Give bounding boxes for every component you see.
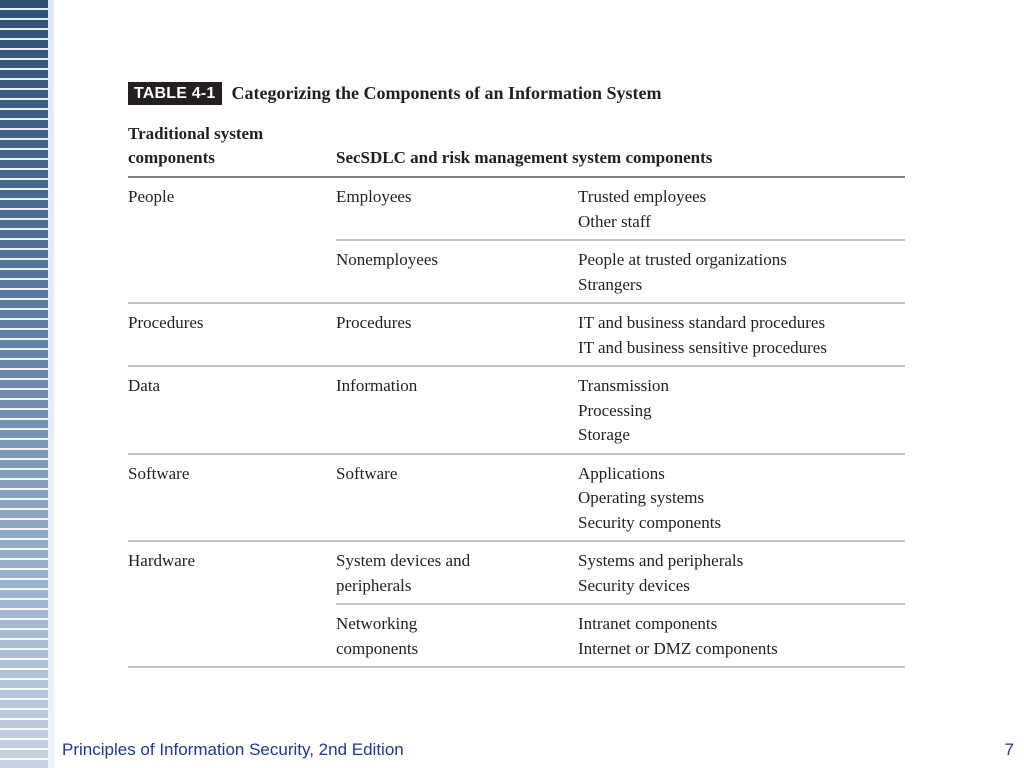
item-label: Strangers — [578, 274, 643, 294]
table-row — [128, 366, 905, 454]
header-secsdlc-components — [336, 122, 905, 177]
table-row — [128, 541, 905, 604]
item-label: Systems and peripherals — [578, 551, 744, 570]
item-label: Trusted employees — [578, 187, 707, 206]
subcategory-label: Employees — [336, 187, 412, 206]
table-header-row — [128, 122, 905, 177]
subcategory-label: Software — [336, 463, 398, 483]
header-traditional-components — [128, 122, 336, 177]
subcategory-cell — [336, 604, 578, 667]
category-label: Data — [128, 376, 161, 395]
page-number: 7 — [1004, 740, 1014, 759]
subcategory-cell — [336, 541, 578, 604]
item-label: IT and business standard procedures — [578, 313, 826, 332]
footer-title: Principles of Information Security, 2nd Edition — [62, 740, 404, 759]
subcategory-label-line2: components — [336, 638, 419, 658]
table-row — [128, 454, 905, 542]
subcategory-label-line2: peripherals — [336, 575, 412, 595]
items-cell — [578, 240, 905, 303]
table-title: Categorizing the Components of an Information System — [231, 83, 662, 103]
subcategory-cell — [336, 454, 578, 542]
components-table — [128, 122, 905, 668]
item-label: Security components — [578, 512, 722, 532]
header-col2: SecSDLC and risk management system components — [336, 148, 713, 167]
item-label: IT and business sensitive procedures — [578, 337, 827, 357]
header-col1-line2: components — [128, 148, 215, 167]
item-label: Security devices — [578, 575, 690, 595]
subcategory-label: Nonemployees — [336, 250, 438, 269]
item-label: Transmission — [578, 376, 670, 395]
item-label: Storage — [578, 425, 630, 444]
item-label: Operating systems — [578, 488, 705, 507]
decorative-striped-band — [0, 0, 48, 768]
table-caption — [128, 82, 662, 105]
subcategory-label: System devices and — [336, 551, 471, 570]
subcategory-cell — [336, 366, 578, 454]
items-cell — [578, 303, 905, 366]
items-cell — [578, 177, 905, 240]
table-row — [128, 303, 905, 366]
item-label: People at trusted organizations — [578, 250, 787, 269]
header-col1-line1: Traditional system — [128, 124, 264, 143]
category-label: Hardware — [128, 551, 196, 570]
subcategory-label: Networking — [336, 614, 418, 633]
category-label: Software — [128, 463, 190, 483]
table-number-tag: TABLE 4-1 — [128, 82, 222, 105]
subcategory-cell — [336, 240, 578, 303]
decorative-band-edge — [48, 0, 54, 768]
item-label: Internet or DMZ components — [578, 638, 778, 658]
category-cell — [128, 177, 336, 303]
items-cell — [578, 366, 905, 454]
items-cell — [578, 454, 905, 542]
subcategory-label: Procedures — [336, 313, 412, 332]
item-label: Intranet components — [578, 614, 718, 633]
subcategory-cell — [336, 177, 578, 240]
item-label: Other staff — [578, 211, 651, 231]
item-label: Processing — [578, 400, 652, 420]
category-cell — [128, 303, 336, 366]
table-row — [128, 177, 905, 240]
category-cell — [128, 454, 336, 542]
category-cell — [128, 541, 336, 667]
category-label: People — [128, 187, 175, 206]
subcategory-label: Information — [336, 376, 418, 395]
item-label: Applications — [578, 463, 665, 483]
category-label: Procedures — [128, 313, 204, 332]
subcategory-cell — [336, 303, 578, 366]
items-cell — [578, 541, 905, 604]
items-cell — [578, 604, 905, 667]
category-cell — [128, 366, 336, 454]
table-container — [128, 122, 905, 668]
